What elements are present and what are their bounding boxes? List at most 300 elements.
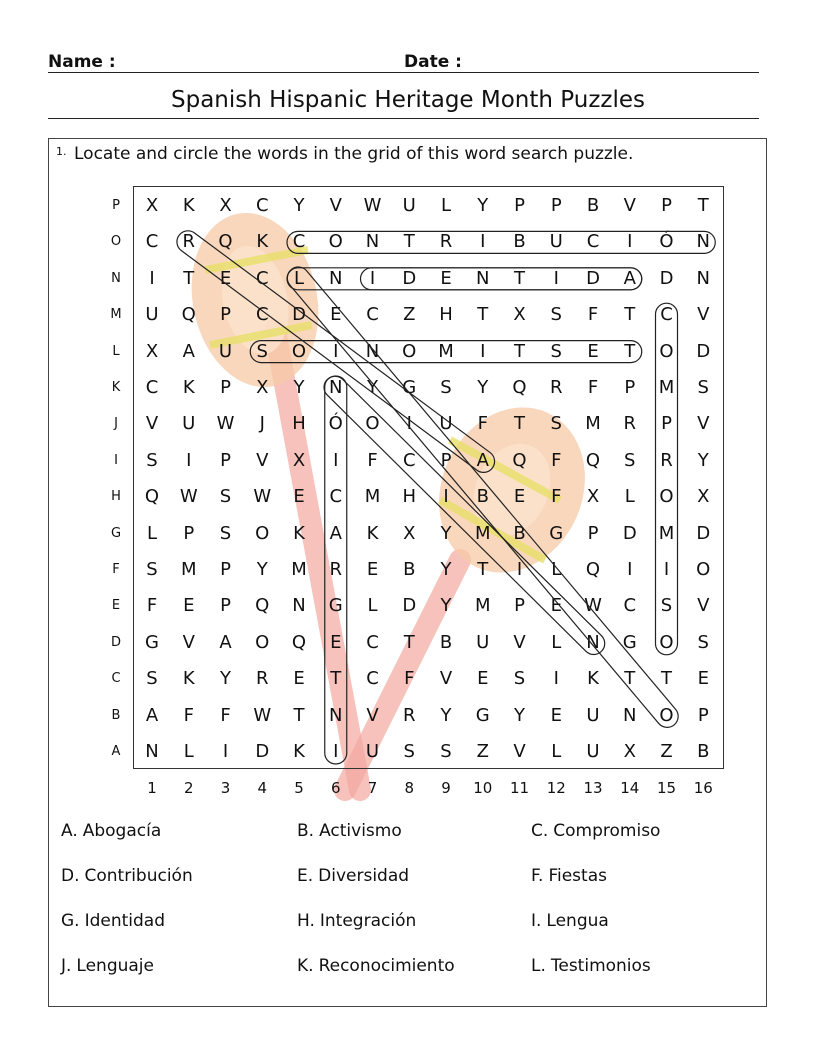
- grid-letter[interactable]: G: [549, 522, 564, 544]
- grid-letter[interactable]: Y: [367, 377, 378, 398]
- grid-letter[interactable]: K: [293, 741, 305, 762]
- grid-letter[interactable]: V: [697, 595, 710, 617]
- grid-letter[interactable]: C: [145, 377, 159, 398]
- grid-letter[interactable]: T: [514, 413, 525, 435]
- grid-letter[interactable]: Y: [440, 522, 452, 544]
- grid-letter[interactable]: Q: [585, 449, 601, 471]
- grid-letter[interactable]: T: [624, 668, 636, 690]
- grid-letter[interactable]: T: [330, 668, 342, 690]
- row-label: O: [110, 234, 122, 250]
- grid-letter[interactable]: Y: [477, 377, 489, 398]
- grid-letter[interactable]: Q: [181, 304, 196, 326]
- grid-letter[interactable]: T: [514, 267, 525, 289]
- grid-letter[interactable]: P: [514, 595, 525, 617]
- word-loop: [283, 263, 683, 732]
- grid-letter[interactable]: L: [551, 741, 562, 762]
- grid-letter[interactable]: G: [402, 377, 417, 398]
- grid-letter[interactable]: G: [328, 595, 343, 617]
- grid-letter[interactable]: D: [659, 267, 674, 289]
- grid-letter[interactable]: V: [697, 413, 710, 435]
- grid-letter[interactable]: I: [627, 559, 633, 580]
- grid-letter[interactable]: S: [440, 741, 452, 762]
- grid-letter[interactable]: T: [477, 559, 489, 580]
- grid-letter[interactable]: M: [474, 522, 491, 544]
- grid-letter[interactable]: B: [513, 231, 526, 253]
- grid-letter[interactable]: Y: [220, 668, 231, 690]
- grid-letter[interactable]: E: [513, 486, 526, 508]
- grid-letter[interactable]: P: [661, 413, 672, 435]
- grid-letter[interactable]: B: [439, 631, 453, 653]
- grid-letter[interactable]: I: [333, 340, 339, 362]
- grid-letter[interactable]: I: [553, 267, 559, 289]
- grid-letter[interactable]: T: [624, 340, 636, 362]
- grid-letter[interactable]: R: [623, 413, 636, 435]
- grid-letter[interactable]: O: [659, 486, 674, 508]
- grid-letter[interactable]: Ó: [659, 231, 674, 253]
- grid-letter[interactable]: G: [475, 704, 490, 726]
- grid-letter[interactable]: M: [291, 559, 307, 580]
- grid-letter[interactable]: B: [403, 559, 416, 580]
- grid-letter[interactable]: P: [220, 595, 231, 617]
- grid-letter[interactable]: N: [476, 267, 490, 289]
- grid-letter[interactable]: P: [697, 704, 709, 726]
- grid-letter[interactable]: W: [216, 413, 235, 435]
- grid-letter[interactable]: Y: [514, 704, 525, 726]
- grid-letter[interactable]: Z: [476, 741, 489, 762]
- grid-letter[interactable]: N: [145, 741, 159, 762]
- grid-letter[interactable]: Q: [255, 595, 270, 617]
- grid-letter[interactable]: G: [622, 631, 637, 653]
- grid-letter[interactable]: O: [696, 559, 711, 580]
- column-label: 13: [583, 779, 603, 797]
- grid-letter[interactable]: P: [220, 449, 231, 471]
- grid-letter[interactable]: E: [183, 595, 195, 617]
- grid-letter[interactable]: R: [329, 559, 342, 580]
- grid-letter[interactable]: W: [253, 704, 272, 726]
- grid-letter[interactable]: Y: [256, 559, 268, 580]
- grid-letter[interactable]: R: [182, 231, 195, 253]
- word-list-item: [297, 956, 455, 976]
- grid-letter[interactable]: H: [402, 486, 417, 508]
- date-label: Date :: [404, 52, 462, 72]
- grid-letter[interactable]: E: [587, 340, 599, 362]
- grid-letter[interactable]: L: [367, 595, 378, 617]
- grid-letter[interactable]: E: [440, 267, 452, 289]
- word-list-item: [531, 821, 660, 841]
- grid-letter[interactable]: M: [180, 559, 197, 580]
- grid-letter[interactable]: E: [550, 595, 562, 617]
- grid-letter[interactable]: S: [256, 340, 268, 362]
- grid-letter[interactable]: F: [183, 704, 194, 726]
- grid-letter[interactable]: C: [366, 631, 379, 653]
- grid-letter[interactable]: L: [183, 741, 194, 762]
- grid-letter[interactable]: E: [366, 559, 379, 580]
- grid-letter[interactable]: N: [586, 631, 600, 653]
- column-label: 14: [620, 779, 640, 797]
- grid-letter[interactable]: C: [623, 595, 637, 617]
- grid-letter[interactable]: C: [292, 231, 306, 253]
- grid-letter[interactable]: X: [219, 195, 232, 216]
- grid-letter[interactable]: P: [183, 522, 195, 544]
- word-list-item: [61, 956, 154, 976]
- grid-letter[interactable]: Q: [512, 377, 527, 398]
- grid-letter[interactable]: O: [659, 631, 674, 653]
- grid-letter[interactable]: Y: [293, 377, 305, 398]
- grid-letter[interactable]: Ó: [328, 413, 343, 435]
- grid-letter[interactable]: D: [292, 304, 306, 326]
- grid-letter[interactable]: I: [480, 231, 486, 253]
- grid-letter[interactable]: U: [586, 704, 600, 726]
- grid-letter[interactable]: N: [292, 595, 306, 617]
- grid-letter[interactable]: O: [659, 704, 674, 726]
- grid-letter[interactable]: P: [514, 195, 525, 216]
- grid-letter[interactable]: C: [255, 267, 269, 289]
- grid-letter[interactable]: X: [513, 304, 526, 326]
- grid-letter[interactable]: R: [660, 449, 673, 471]
- grid-letter[interactable]: H: [292, 413, 306, 435]
- grid-letter[interactable]: Y: [440, 559, 452, 580]
- grid-letter[interactable]: V: [623, 195, 636, 216]
- grid-letter[interactable]: V: [439, 668, 453, 690]
- grid-letter[interactable]: O: [659, 340, 674, 362]
- grid-letter[interactable]: T: [403, 631, 415, 653]
- grid-letter[interactable]: K: [256, 231, 269, 253]
- grid-letter[interactable]: N: [365, 340, 380, 362]
- grid-letter[interactable]: X: [292, 449, 306, 471]
- grid-letter[interactable]: H: [439, 304, 453, 326]
- grid-letter[interactable]: E: [330, 304, 342, 326]
- grid-letter[interactable]: L: [551, 631, 562, 653]
- row-label: M: [110, 307, 122, 323]
- grid-letter[interactable]: R: [439, 231, 453, 253]
- grid-letter[interactable]: D: [586, 267, 600, 289]
- grid-letter[interactable]: C: [255, 304, 269, 326]
- grid-letter[interactable]: L: [293, 267, 305, 289]
- word-letter: B.: [297, 821, 315, 841]
- grid-letter[interactable]: D: [696, 340, 711, 362]
- grid-letter[interactable]: S: [219, 486, 232, 508]
- grid-letter[interactable]: M: [585, 413, 601, 435]
- grid-letter[interactable]: E: [697, 668, 709, 690]
- grid-letter[interactable]: R: [402, 704, 416, 726]
- grid-letter[interactable]: I: [627, 231, 633, 253]
- page-title: Spanish Hispanic Heritage Month Puzzles: [171, 87, 645, 113]
- grid-letter[interactable]: S: [550, 413, 562, 435]
- grid-letter[interactable]: Q: [585, 559, 601, 580]
- grid-letter[interactable]: Y: [697, 449, 709, 471]
- grid-letter[interactable]: F: [220, 704, 231, 726]
- grid-letter[interactable]: C: [402, 449, 416, 471]
- word-letter: D.: [61, 866, 80, 886]
- grid-letter[interactable]: M: [658, 377, 675, 398]
- grid-letter[interactable]: S: [697, 377, 709, 398]
- grid-letter[interactable]: T: [661, 668, 672, 690]
- grid-letter[interactable]: E: [293, 486, 305, 508]
- grid-letter[interactable]: L: [146, 522, 158, 544]
- row-label: I: [114, 452, 118, 468]
- grid-letter[interactable]: R: [255, 668, 269, 690]
- grid-letter[interactable]: V: [513, 631, 526, 653]
- grid-letter[interactable]: I: [553, 668, 559, 690]
- word-loop: [361, 268, 642, 290]
- grid-letter[interactable]: D: [622, 522, 637, 544]
- grid-letter[interactable]: S: [146, 559, 158, 580]
- column-label: 4: [257, 779, 268, 797]
- column-label: 7: [367, 779, 378, 797]
- grid-letter[interactable]: Z: [403, 304, 416, 326]
- grid-letter[interactable]: V: [329, 195, 342, 216]
- grid-letter[interactable]: I: [333, 741, 339, 762]
- word-list-item: [531, 911, 609, 931]
- grid-letter[interactable]: P: [587, 522, 599, 544]
- grid-letter[interactable]: D: [402, 267, 417, 289]
- grid-letter[interactable]: S: [146, 449, 158, 471]
- grid-letter[interactable]: P: [440, 449, 452, 471]
- grid-letter[interactable]: W: [179, 486, 198, 508]
- grid-letter[interactable]: Q: [218, 231, 233, 253]
- grid-letter[interactable]: K: [587, 668, 599, 690]
- word-text: Lengua: [546, 911, 609, 931]
- grid-letter[interactable]: W: [253, 486, 272, 508]
- column-label: 9: [441, 779, 451, 797]
- grid-letter[interactable]: U: [218, 340, 233, 362]
- grid-letter[interactable]: O: [255, 522, 270, 544]
- grid-letter[interactable]: O: [402, 340, 417, 362]
- grid-letter[interactable]: Y: [293, 195, 305, 216]
- word-text: Integración: [319, 911, 417, 931]
- grid-letter[interactable]: F: [587, 304, 599, 326]
- grid-letter[interactable]: M: [474, 595, 491, 617]
- word-letter: E.: [297, 866, 314, 886]
- grid-letter[interactable]: M: [364, 486, 381, 508]
- grid-letter[interactable]: V: [513, 741, 526, 762]
- row-label: L: [112, 343, 120, 359]
- grid-letter[interactable]: U: [402, 195, 416, 216]
- row-label: D: [110, 634, 121, 650]
- grid-letter[interactable]: C: [366, 304, 379, 326]
- grid-letter[interactable]: P: [220, 304, 231, 326]
- grid-letter[interactable]: S: [697, 631, 709, 653]
- word-letter: L.: [531, 956, 546, 976]
- grid-letter[interactable]: Q: [512, 449, 527, 471]
- grid-letter[interactable]: B: [586, 195, 600, 216]
- grid-letter[interactable]: I: [480, 340, 486, 362]
- grid-letter[interactable]: O: [291, 340, 307, 362]
- grid-letter[interactable]: D: [696, 522, 711, 544]
- grid-letter[interactable]: G: [145, 631, 159, 653]
- grid-letter[interactable]: N: [696, 267, 710, 289]
- column-label: 6: [330, 779, 341, 797]
- word-list-item: [61, 866, 193, 886]
- grid-letter[interactable]: E: [293, 668, 305, 690]
- grid-letter[interactable]: C: [586, 231, 600, 253]
- grid-letter[interactable]: I: [516, 559, 523, 580]
- grid-letter[interactable]: K: [182, 377, 195, 398]
- grid-letter[interactable]: T: [697, 195, 709, 216]
- grid-letter[interactable]: I: [333, 449, 339, 471]
- column-label: 5: [294, 779, 304, 797]
- grid-letter[interactable]: A: [145, 704, 159, 726]
- grid-letter[interactable]: F: [551, 486, 562, 508]
- grid-letter[interactable]: F: [587, 377, 599, 398]
- grid-letter[interactable]: L: [551, 559, 562, 580]
- grid-letter[interactable]: U: [586, 741, 600, 762]
- grid-letter[interactable]: O: [255, 631, 270, 653]
- grid-letter[interactable]: P: [624, 377, 636, 398]
- grid-letter[interactable]: S: [624, 449, 636, 471]
- word-text: Fiestas: [548, 866, 607, 886]
- row-label: H: [111, 489, 121, 505]
- grid-letter[interactable]: S: [146, 668, 158, 690]
- grid-letter[interactable]: Y: [440, 595, 452, 617]
- grid-letter[interactable]: Q: [144, 486, 160, 508]
- grid-letter[interactable]: V: [182, 631, 195, 653]
- grid-letter[interactable]: S: [440, 377, 452, 398]
- grid-letter[interactable]: F: [551, 449, 562, 471]
- grid-letter[interactable]: V: [256, 449, 269, 471]
- grid-letter[interactable]: P: [550, 195, 562, 216]
- grid-letter[interactable]: Z: [660, 741, 673, 762]
- column-label: 12: [546, 779, 566, 797]
- grid-letter[interactable]: U: [182, 413, 196, 435]
- grid-letter[interactable]: T: [403, 231, 415, 253]
- grid-letter[interactable]: D: [402, 595, 417, 617]
- grid-letter[interactable]: U: [145, 304, 159, 326]
- grid-letter[interactable]: V: [366, 704, 379, 726]
- word-text: Reconocimiento: [318, 956, 455, 976]
- column-label: 15: [656, 779, 677, 797]
- grid-letter[interactable]: C: [366, 668, 379, 690]
- grid-letter[interactable]: T: [624, 304, 636, 326]
- grid-letter[interactable]: N: [623, 704, 637, 726]
- grid-letter[interactable]: X: [586, 486, 600, 508]
- grid-letter[interactable]: P: [220, 377, 231, 398]
- column-label: 10: [473, 779, 493, 797]
- grid-letter[interactable]: W: [363, 195, 382, 216]
- grid-letter[interactable]: B: [476, 486, 489, 508]
- grid-letter[interactable]: I: [443, 486, 449, 508]
- grid-letter[interactable]: T: [293, 704, 305, 726]
- grid-letter[interactable]: E: [219, 267, 232, 289]
- grid-letter[interactable]: M: [658, 522, 675, 544]
- grid-letter[interactable]: O: [365, 413, 380, 435]
- grid-letter[interactable]: A: [329, 522, 342, 544]
- grid-letter[interactable]: I: [186, 449, 192, 471]
- grid-letter[interactable]: P: [661, 195, 672, 216]
- grid-letter[interactable]: X: [145, 340, 159, 362]
- column-label: 3: [220, 779, 231, 797]
- grid-letter[interactable]: C: [660, 304, 673, 326]
- grid-letter[interactable]: O: [328, 231, 343, 253]
- grid-letter[interactable]: K: [182, 195, 195, 216]
- grid-letter[interactable]: W: [584, 595, 602, 617]
- grid-letter[interactable]: C: [145, 231, 159, 253]
- grid-letter[interactable]: N: [696, 231, 710, 253]
- grid-letter[interactable]: E: [550, 704, 562, 726]
- grid-letter[interactable]: Y: [440, 704, 452, 726]
- grid-letter[interactable]: N: [365, 231, 380, 253]
- grid-letter[interactable]: C: [255, 195, 269, 216]
- grid-letter[interactable]: L: [624, 486, 635, 508]
- grid-letter[interactable]: S: [403, 741, 415, 762]
- row-label: K: [111, 380, 121, 395]
- grid-letter[interactable]: E: [330, 631, 342, 653]
- grid-letter[interactable]: Y: [477, 195, 489, 216]
- grid-letter[interactable]: X: [403, 522, 416, 544]
- grid-letter[interactable]: Q: [291, 631, 307, 653]
- grid-letter[interactable]: F: [367, 449, 378, 471]
- grid-letter[interactable]: N: [329, 267, 343, 289]
- grid-letter[interactable]: R: [549, 377, 563, 398]
- grid-letter[interactable]: N: [329, 704, 343, 726]
- name-label: Name :: [48, 52, 116, 72]
- grid-letter[interactable]: U: [439, 413, 453, 435]
- grid-letter[interactable]: U: [476, 631, 490, 653]
- grid-letter[interactable]: A: [219, 631, 232, 653]
- grid-letter[interactable]: X: [623, 741, 636, 762]
- grid-letter[interactable]: I: [149, 267, 155, 289]
- grid-letter[interactable]: S: [550, 304, 562, 326]
- row-label: F: [112, 562, 120, 577]
- grid-letter[interactable]: S: [513, 668, 526, 690]
- grid-letter[interactable]: X: [145, 195, 159, 216]
- grid-letter[interactable]: D: [255, 741, 270, 762]
- grid-letter[interactable]: L: [440, 195, 452, 216]
- grid-letter[interactable]: E: [477, 668, 489, 690]
- grid-letter[interactable]: T: [183, 267, 195, 289]
- row-label: P: [112, 198, 120, 213]
- grid-letter[interactable]: P: [220, 559, 231, 580]
- grid-letter[interactable]: A: [476, 449, 489, 471]
- grid-letter[interactable]: T: [477, 304, 489, 326]
- word-text: Compromiso: [553, 821, 661, 841]
- grid-letter[interactable]: X: [697, 486, 710, 508]
- grid-letter[interactable]: K: [366, 522, 379, 544]
- grid-letter[interactable]: F: [146, 595, 158, 617]
- grid-letter[interactable]: C: [329, 486, 343, 508]
- grid-letter[interactable]: F: [477, 413, 488, 435]
- grid-letter[interactable]: V: [697, 304, 710, 326]
- grid-letter[interactable]: I: [222, 741, 229, 762]
- word-list-item: [531, 956, 651, 976]
- grid-letter[interactable]: I: [369, 267, 376, 289]
- grid-letter[interactable]: I: [663, 559, 670, 580]
- grid-letter[interactable]: M: [438, 340, 454, 362]
- word-text: Activismo: [319, 821, 402, 841]
- grid-letter[interactable]: A: [182, 340, 195, 362]
- grid-letter[interactable]: B: [697, 741, 710, 762]
- grid-letter[interactable]: B: [513, 522, 526, 544]
- grid-letter[interactable]: V: [145, 413, 159, 435]
- grid-letter[interactable]: T: [514, 340, 525, 362]
- grid-letter[interactable]: K: [293, 522, 305, 544]
- grid-letter[interactable]: K: [182, 668, 195, 690]
- grid-letter[interactable]: U: [365, 741, 380, 762]
- grid-letter[interactable]: S: [660, 595, 673, 617]
- grid-letter[interactable]: X: [256, 377, 269, 398]
- grid-letter[interactable]: I: [406, 413, 412, 435]
- row-label: G: [110, 525, 122, 541]
- grid-letter[interactable]: S: [219, 522, 232, 544]
- grid-letter[interactable]: J: [259, 413, 265, 435]
- grid-letter[interactable]: U: [549, 231, 563, 253]
- grid-letter[interactable]: A: [623, 267, 636, 289]
- grid-letter[interactable]: N: [329, 377, 343, 398]
- word-letter: J.: [61, 956, 72, 976]
- word-loop: [325, 376, 347, 764]
- grid-letter[interactable]: F: [404, 668, 415, 690]
- grid-letter[interactable]: S: [550, 340, 562, 362]
